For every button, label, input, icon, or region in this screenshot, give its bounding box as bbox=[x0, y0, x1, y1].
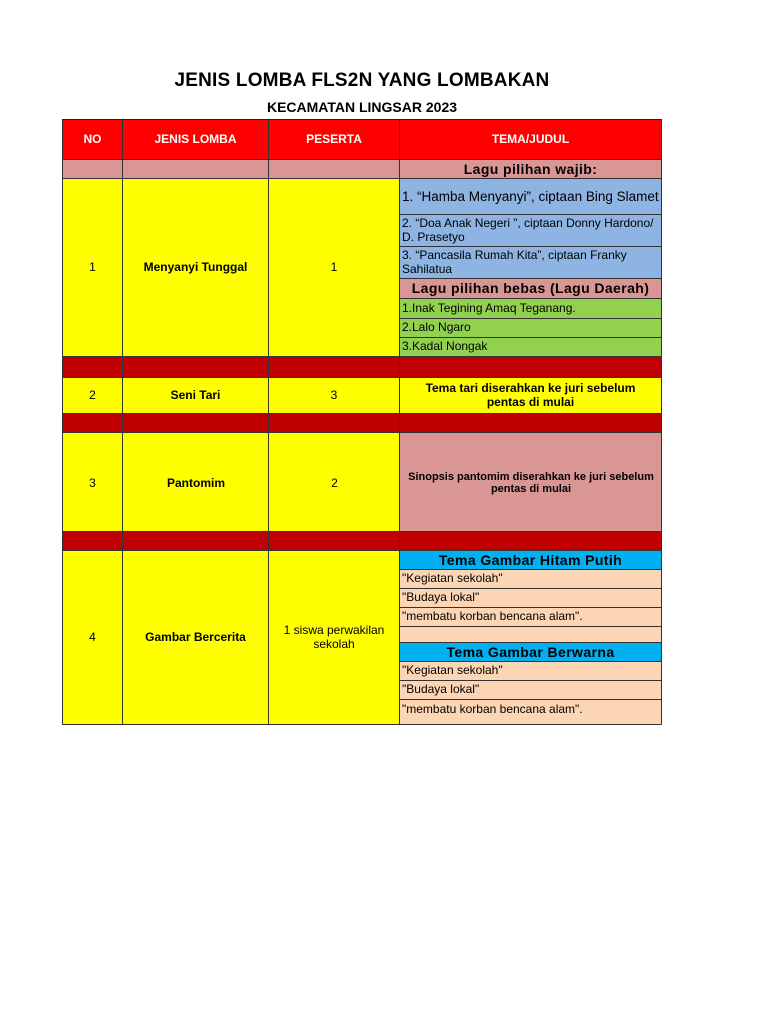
berwarna-heading: Tema Gambar Berwarna bbox=[400, 643, 662, 662]
separator-cell bbox=[400, 532, 662, 551]
row-1-no: 1 bbox=[62, 179, 123, 357]
header-no: NO bbox=[62, 120, 123, 160]
bebas-heading: Lagu pilihan bebas (Lagu Daerah) bbox=[400, 279, 662, 299]
separator-cell bbox=[400, 414, 662, 433]
header-peserta: PESERTA bbox=[269, 120, 400, 160]
header-tema-judul: TEMA/JUDUL bbox=[400, 120, 662, 160]
separator-cell bbox=[269, 532, 400, 551]
row-1-jenis: Menyanyi Tunggal bbox=[123, 179, 269, 357]
separator-cell bbox=[400, 357, 662, 378]
spacer-cell bbox=[269, 160, 400, 179]
hitam-item-1: "Kegiatan sekolah" bbox=[400, 570, 662, 589]
header-jenis-lomba: JENIS LOMBA bbox=[123, 120, 269, 160]
hitam-item-2: "Budaya lokal" bbox=[400, 589, 662, 608]
row-4-peserta: 1 siswa perwakilan sekolah bbox=[269, 551, 400, 725]
wajib-item-2: 2. “Doa Anak Negeri ”, ciptaan Donny Hardono/ D. Prasetyo bbox=[400, 215, 662, 247]
spacer-cell bbox=[123, 160, 269, 179]
row-3-jenis: Pantomim bbox=[166, 475, 225, 490]
row-2-peserta: 3 bbox=[269, 378, 400, 414]
separator-cell bbox=[123, 357, 269, 378]
row-3-no: 3 bbox=[89, 475, 96, 490]
row-4-jenis: Gambar Bercerita bbox=[123, 551, 269, 725]
page-title: JENIS LOMBA FLS2N YANG LOMBAKAN bbox=[174, 70, 550, 91]
separator-cell bbox=[62, 357, 123, 378]
spacer-cell bbox=[62, 160, 123, 179]
bebas-item-1: 1.Inak Tegining Amaq Teganang. bbox=[400, 299, 662, 319]
wajib-item-1: 1. “Hamba Menyanyi”, ciptaan Bing Slamet bbox=[400, 179, 662, 215]
warna-item-3: "membatu korban bencana alam". bbox=[400, 700, 662, 725]
page-subtitle: KECAMATAN LINGSAR 2023 bbox=[266, 99, 458, 115]
row-3-tema: Sinopsis pantomim diserahkan ke juri sebelum pentas di mulai bbox=[408, 470, 654, 495]
separator-cell bbox=[269, 414, 400, 433]
row-2-tema: Tema tari diserahkan ke juri sebelum pentas di mulai bbox=[400, 378, 662, 414]
wajib-item-3: 3. “Pancasila Rumah Kita”, ciptaan Franky Sahilatua bbox=[400, 247, 662, 279]
bebas-item-3: 3.Kadal Nongak bbox=[400, 338, 662, 357]
separator-cell bbox=[123, 532, 269, 551]
row-2-no: 2 bbox=[62, 378, 123, 414]
separator-cell bbox=[269, 357, 400, 378]
separator-cell bbox=[62, 414, 123, 433]
row-2-jenis: Seni Tari bbox=[123, 378, 269, 414]
separator-cell bbox=[62, 532, 123, 551]
warna-item-1: "Kegiatan sekolah" bbox=[400, 662, 662, 681]
row-1-peserta: 1 bbox=[269, 179, 400, 357]
warna-item-2: "Budaya lokal" bbox=[400, 681, 662, 700]
hitam-item-3: "membatu korban bencana alam". bbox=[400, 608, 662, 627]
competition-table bbox=[62, 119, 662, 730]
hitam-putih-heading: Tema Gambar Hitam Putih bbox=[400, 551, 662, 570]
row-3-peserta: 2 bbox=[331, 475, 338, 490]
bebas-item-2: 2.Lalo Ngaro bbox=[400, 319, 662, 338]
spacer-cell bbox=[400, 627, 662, 643]
wajib-heading: Lagu pilihan wajib: bbox=[400, 160, 662, 179]
separator-cell bbox=[123, 414, 269, 433]
row-4-no: 4 bbox=[62, 551, 123, 725]
